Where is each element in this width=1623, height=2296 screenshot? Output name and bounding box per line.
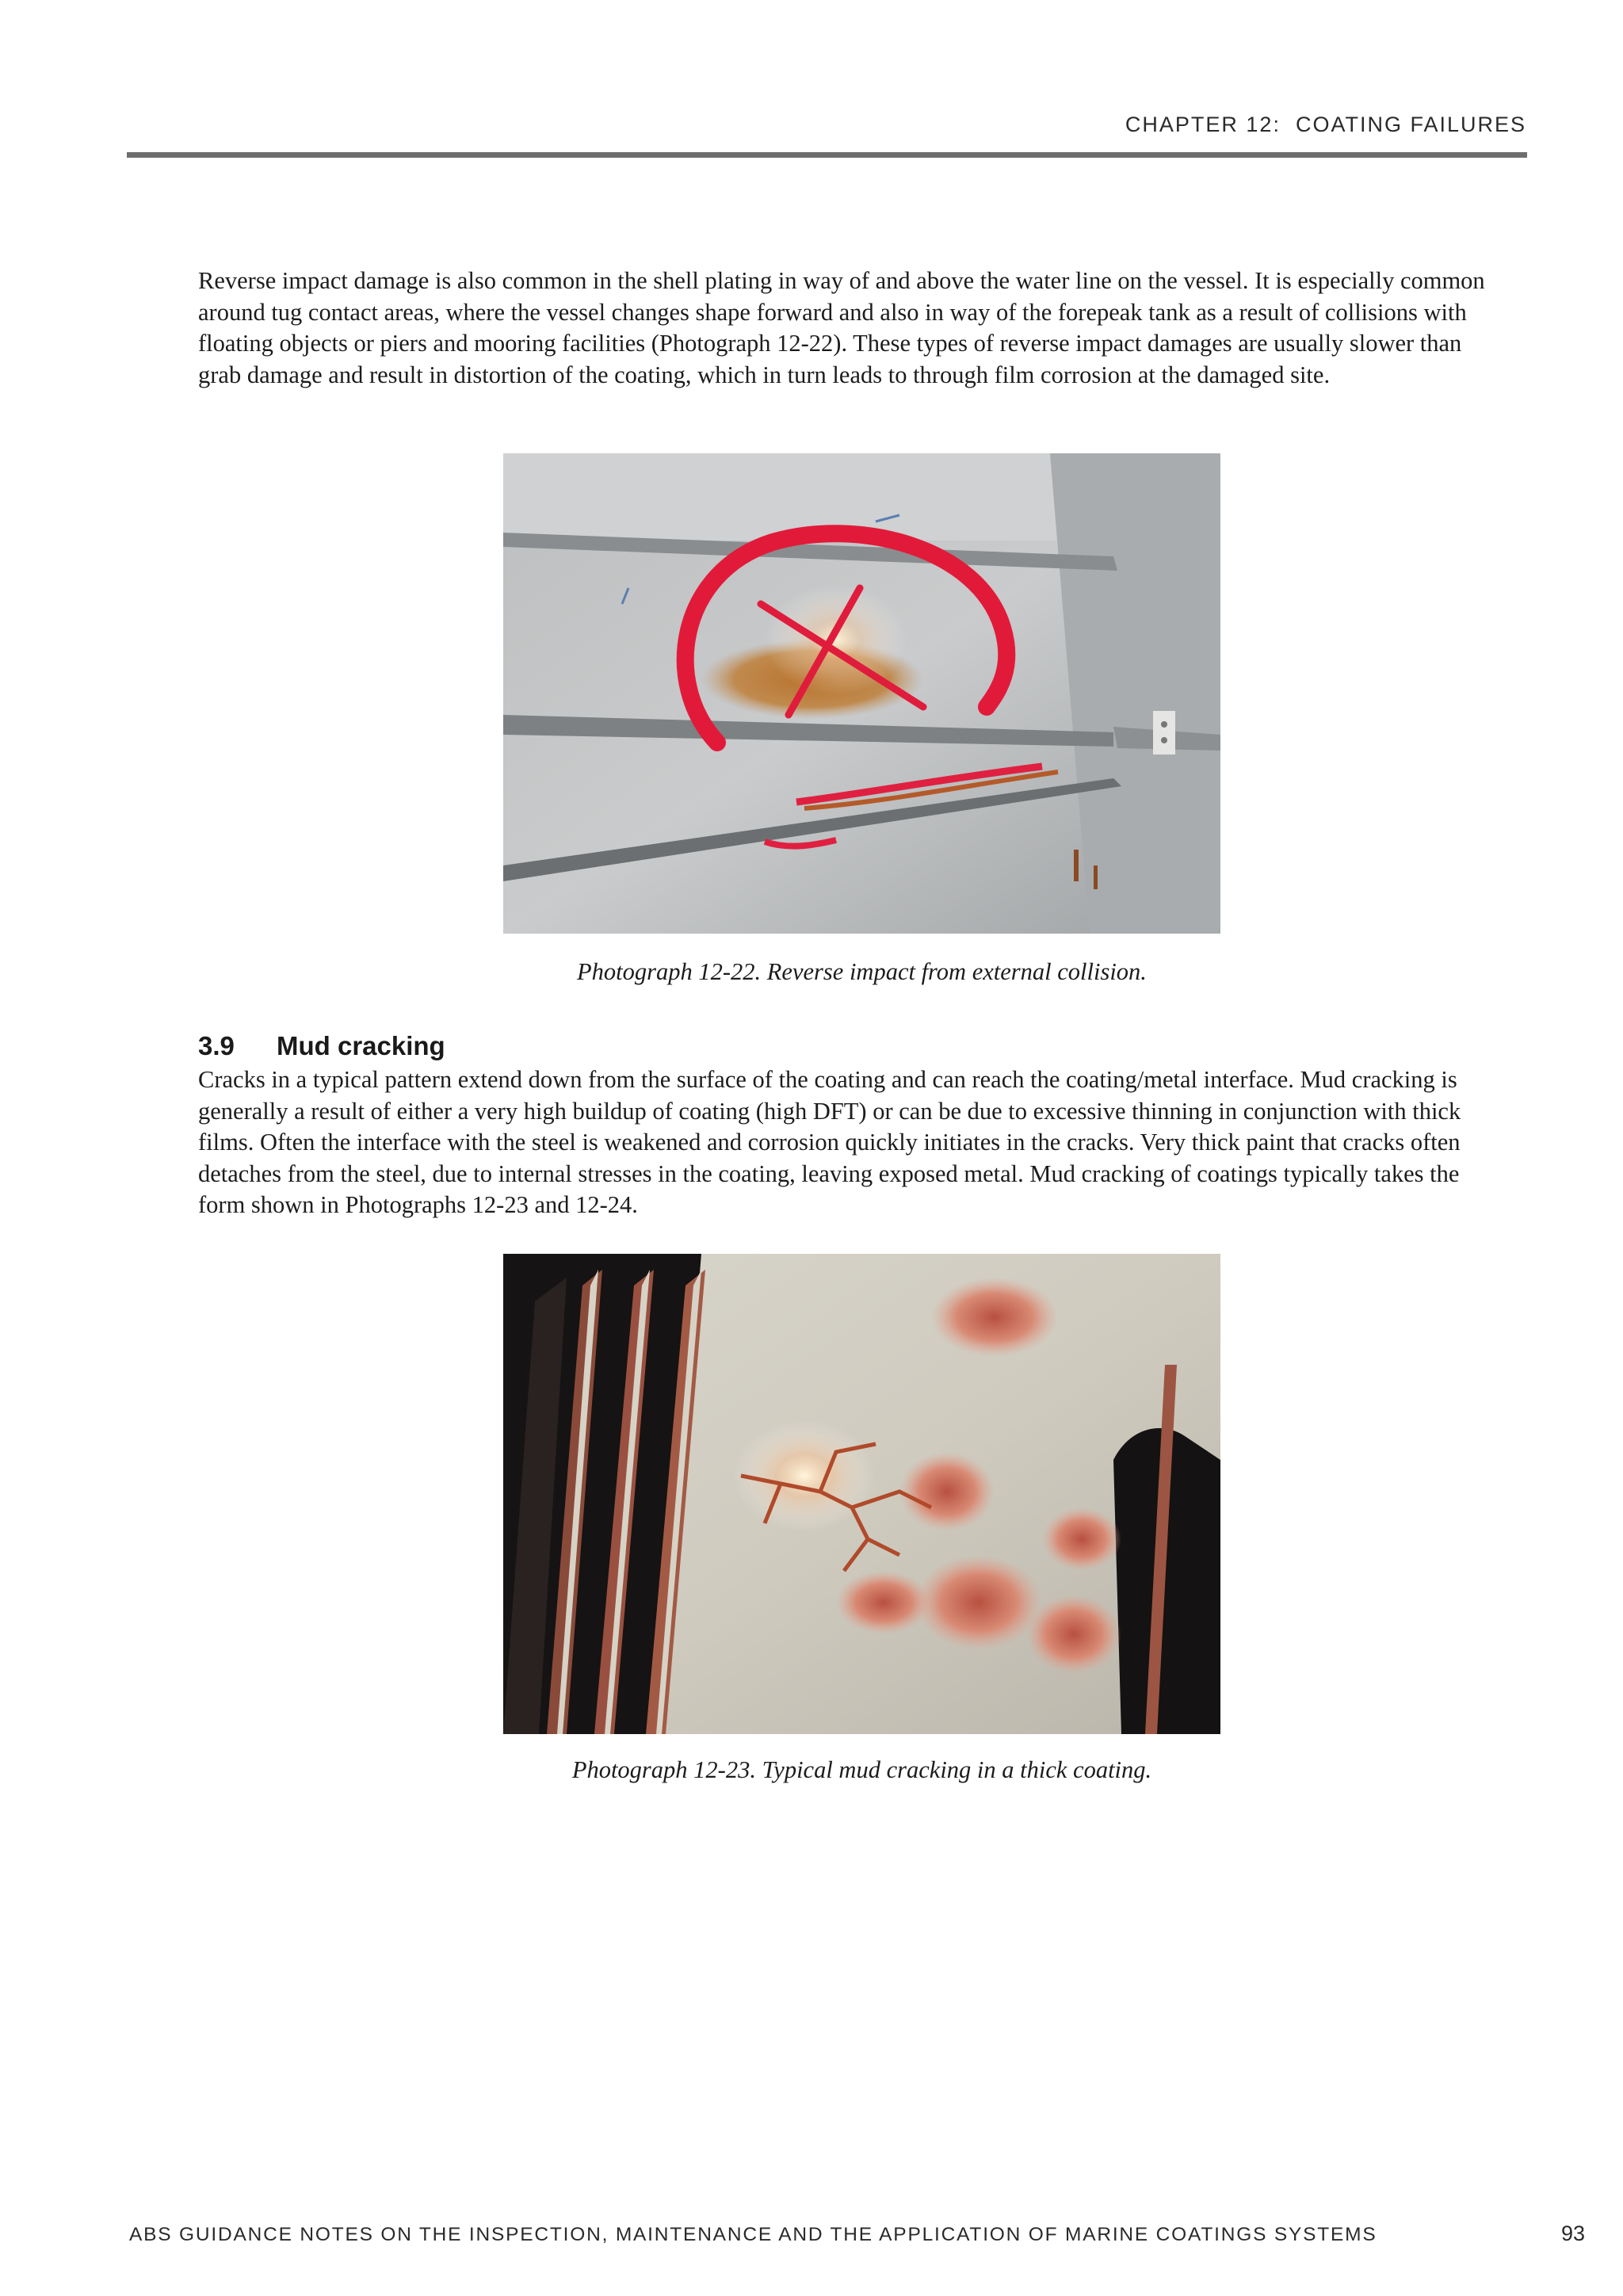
photo-mud-cracking	[503, 1254, 1220, 1734]
running-header: CHAPTER 12: COATING FAILURES	[1125, 113, 1526, 136]
section-number: 3.9	[198, 1031, 235, 1060]
caption-photo-12-22: Photograph 12-22. Reverse impact from external collision.	[577, 958, 1147, 985]
section-title: Mud cracking	[277, 1031, 445, 1060]
page-number: 93	[1560, 2222, 1585, 2245]
caption-photo-12-23: Photograph 12-23. Typical mud cracking in a thick coating.	[571, 1756, 1152, 1783]
paragraph-reverse-impact: Reverse impact damage is also common in the shell plating in way of and above the water line on the vessel. It is especially common around tug contact areas, where the vessel changes shape forward and also in way of the forepeak tank as a result of collisions with floating objects or piers and mooring facilities (Photograph 12-22). These types of reverse impact damages are usually slower than grab damage and result in distortion of the coating, which in turn leads to through film corrosion at the damaged site.	[198, 267, 1485, 388]
section-heading-mud-cracking	[198, 1030, 445, 1062]
header-rule	[127, 152, 1527, 158]
paragraph-mud-cracking: Cracks in a typical pattern extend down from the surface of the coating and can reach the coating/metal interface. Mud cracking is generally a result of either a very high buildup of coating (high DFT) or can be due to excessive thinning in conjunction with thick films. Often the interface with the steel is weakened and corrosion quickly initiates in the cracks. Very thick paint that cracks often detaches from the steel, due to internal stresses in the coating, leaving exposed metal. Mud cracking of coatings typically takes the form shown in Photographs 12-23 and 12-24.	[198, 1066, 1461, 1218]
photo-reverse-impact	[503, 453, 1220, 934]
footer-publication-title: ABS GUIDANCE NOTES ON THE INSPECTION, MAINTENANCE AND THE APPLICATION OF MARINE COATINGS SYSTEMS	[129, 2224, 1377, 2245]
